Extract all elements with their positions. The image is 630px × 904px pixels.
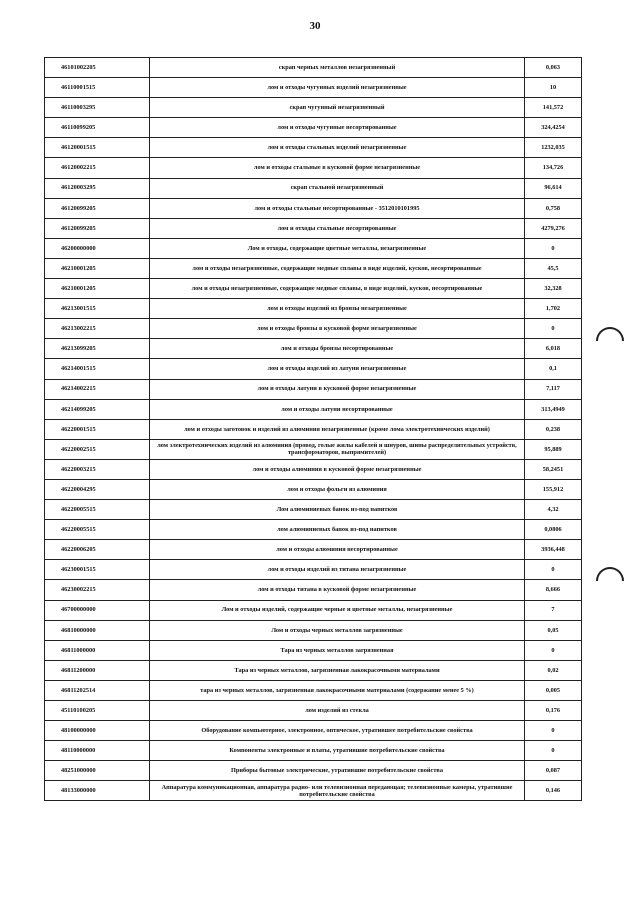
name-cell: лом и отходы алюминия в кусковой форме незагрязненные bbox=[150, 459, 525, 479]
page-number: 30 bbox=[309, 20, 321, 32]
name-cell: лом электротехнических изделий из алюминия (провод, голые жилы кабелей и шнуров, шины распределительных устройств, трансформаторов, выпрямителей) bbox=[150, 439, 525, 459]
value-cell: 1,702 bbox=[525, 299, 582, 319]
waste-table bbox=[44, 57, 582, 801]
code-cell: 48251000000 bbox=[45, 761, 150, 781]
table-row bbox=[45, 379, 582, 399]
table-row bbox=[45, 78, 582, 98]
code-cell: 46810000000 bbox=[45, 620, 150, 640]
code-cell: 46120002215 bbox=[45, 158, 150, 178]
code-cell: 46110099205 bbox=[45, 118, 150, 138]
name-cell: Оборудование компьютерное, электронное, оптическое, утратившее потребительские свойства bbox=[150, 721, 525, 741]
margin-arc-mark bbox=[596, 567, 624, 581]
table-row bbox=[45, 399, 582, 419]
value-cell: 58,2451 bbox=[525, 459, 582, 479]
name-cell: лом и отходы стальные в кусковой форме незагрязненные bbox=[150, 158, 525, 178]
code-cell: 46811200000 bbox=[45, 660, 150, 680]
table-row bbox=[45, 479, 582, 499]
table-row bbox=[45, 520, 582, 540]
code-cell: 46120099205 bbox=[45, 218, 150, 238]
table-row bbox=[45, 359, 582, 379]
name-cell: Тара из черных металлов, загрязненная лакокрасочными материалами bbox=[150, 660, 525, 680]
value-cell: 45,5 bbox=[525, 258, 582, 278]
value-cell: 7 bbox=[525, 600, 582, 620]
name-cell: лом и отходы бронзы несортированные bbox=[150, 339, 525, 359]
table-row bbox=[45, 218, 582, 238]
value-cell: 0,05 bbox=[525, 620, 582, 640]
table-row bbox=[45, 500, 582, 520]
value-cell: 6,018 bbox=[525, 339, 582, 359]
code-cell: 48100000000 bbox=[45, 721, 150, 741]
name-cell: лом и отходы стальные несортированные - 3512010101995 bbox=[150, 198, 525, 218]
table-row bbox=[45, 158, 582, 178]
code-cell: 46220001515 bbox=[45, 419, 150, 439]
value-cell: 0,005 bbox=[525, 680, 582, 700]
table-row bbox=[45, 439, 582, 459]
code-cell: 46700000000 bbox=[45, 600, 150, 620]
value-cell: 1232,035 bbox=[525, 138, 582, 158]
code-cell: 46200000000 bbox=[45, 238, 150, 258]
value-cell: 3936,448 bbox=[525, 540, 582, 560]
name-cell: лом алюминиевых банок из-под напитков bbox=[150, 520, 525, 540]
code-cell: 46811202514 bbox=[45, 680, 150, 700]
value-cell: 0,087 bbox=[525, 761, 582, 781]
name-cell: лом и отходы заготовок и изделий из алюминия незагрязненные (кроме лома электротехнических изделий) bbox=[150, 419, 525, 439]
name-cell: Аппаратура коммуникационная, аппаратура радио- или телевизионная передающая; телевизионные камеры, утратившие потребительские свойства bbox=[150, 781, 525, 801]
code-cell: 46214002215 bbox=[45, 379, 150, 399]
value-cell: 0 bbox=[525, 560, 582, 580]
margin-arc-mark bbox=[596, 327, 624, 341]
code-cell: 48133000000 bbox=[45, 781, 150, 801]
value-cell: 0 bbox=[525, 319, 582, 339]
value-cell: 0 bbox=[525, 741, 582, 761]
table-row bbox=[45, 540, 582, 560]
table-row bbox=[45, 118, 582, 138]
code-cell: 46120099205 bbox=[45, 198, 150, 218]
name-cell: Компоненты электронные и платы, утратившие потребительские свойства bbox=[150, 741, 525, 761]
code-cell: 46220005515 bbox=[45, 500, 150, 520]
value-cell: 10 bbox=[525, 78, 582, 98]
code-cell: 46220003215 bbox=[45, 459, 150, 479]
table-row bbox=[45, 279, 582, 299]
code-cell: 46220002515 bbox=[45, 439, 150, 459]
code-cell: 46220005515 bbox=[45, 520, 150, 540]
table-row bbox=[45, 459, 582, 479]
code-cell: 46120001515 bbox=[45, 138, 150, 158]
value-cell: 0 bbox=[525, 721, 582, 741]
table-row bbox=[45, 600, 582, 620]
table-row bbox=[45, 299, 582, 319]
code-cell: 46210001205 bbox=[45, 258, 150, 278]
code-cell: 46213001515 bbox=[45, 299, 150, 319]
name-cell: Лом алюминиевых банок из-под напитков bbox=[150, 500, 525, 520]
name-cell: лом и отходы незагрязненные, содержащие медные сплавы, в виде изделий, кусков, несортированные bbox=[150, 279, 525, 299]
table-row bbox=[45, 781, 582, 801]
table-row bbox=[45, 258, 582, 278]
value-cell: 0 bbox=[525, 238, 582, 258]
value-cell: 0,02 bbox=[525, 660, 582, 680]
code-cell: 46120003295 bbox=[45, 178, 150, 198]
value-cell: 134,726 bbox=[525, 158, 582, 178]
table-row bbox=[45, 580, 582, 600]
name-cell: лом и отходы титана в кусковой форме незагрязненные bbox=[150, 580, 525, 600]
value-cell: 96,614 bbox=[525, 178, 582, 198]
name-cell: лом изделий из стекла bbox=[150, 701, 525, 721]
table-row bbox=[45, 560, 582, 580]
name-cell: тара из черных металлов, загрязненная лакокрасочными материалами (содержание менее 5 %) bbox=[150, 680, 525, 700]
name-cell: лом и отходы изделий из латуни незагрязненные bbox=[150, 359, 525, 379]
code-cell: 46213002215 bbox=[45, 319, 150, 339]
table-row bbox=[45, 640, 582, 660]
code-cell: 46214099205 bbox=[45, 399, 150, 419]
value-cell: 7,117 bbox=[525, 379, 582, 399]
table-row bbox=[45, 680, 582, 700]
code-cell: 46110003295 bbox=[45, 98, 150, 118]
code-cell: 46220004295 bbox=[45, 479, 150, 499]
value-cell: 0,758 bbox=[525, 198, 582, 218]
name-cell: лом и отходы незагрязненные, содержащие медные сплавы в виде изделий, кусков, несортированные bbox=[150, 258, 525, 278]
table-row bbox=[45, 58, 582, 78]
value-cell: 141,572 bbox=[525, 98, 582, 118]
name-cell: лом и отходы чугунных изделий незагрязненные bbox=[150, 78, 525, 98]
code-cell: 46214001515 bbox=[45, 359, 150, 379]
value-cell: 324,4254 bbox=[525, 118, 582, 138]
name-cell: Тара из черных металлов загрязненная bbox=[150, 640, 525, 660]
table-row bbox=[45, 198, 582, 218]
name-cell: лом и отходы изделий из титана незагрязненные bbox=[150, 560, 525, 580]
value-cell: 32,328 bbox=[525, 279, 582, 299]
code-cell: 46220006205 bbox=[45, 540, 150, 560]
name-cell: скрап черных металлов незагрязненный bbox=[150, 58, 525, 78]
table-row bbox=[45, 238, 582, 258]
value-cell: 0 bbox=[525, 640, 582, 660]
name-cell: лом и отходы чугунные несортированные bbox=[150, 118, 525, 138]
table-row bbox=[45, 98, 582, 118]
table-row bbox=[45, 761, 582, 781]
table-row bbox=[45, 741, 582, 761]
table-row bbox=[45, 419, 582, 439]
name-cell: лом и отходы латуни несортированные bbox=[150, 399, 525, 419]
table-row bbox=[45, 138, 582, 158]
name-cell: Лом и отходы черных металлов загрязненные bbox=[150, 620, 525, 640]
name-cell: лом и отходы стальных изделий незагрязненные bbox=[150, 138, 525, 158]
value-cell: 0,1 bbox=[525, 359, 582, 379]
value-cell: 0,238 bbox=[525, 419, 582, 439]
waste-table-body bbox=[45, 58, 582, 801]
name-cell: лом и отходы алюминия несортированные bbox=[150, 540, 525, 560]
name-cell: Лом и отходы изделий, содержащие черные и цветные металлы, незагрязненные bbox=[150, 600, 525, 620]
value-cell: 0,146 bbox=[525, 781, 582, 801]
code-cell: 46213099205 bbox=[45, 339, 150, 359]
code-cell: 48110000000 bbox=[45, 741, 150, 761]
name-cell: лом и отходы стальные несортированные bbox=[150, 218, 525, 238]
table-row bbox=[45, 701, 582, 721]
value-cell: 313,4949 bbox=[525, 399, 582, 419]
value-cell: 8,666 bbox=[525, 580, 582, 600]
name-cell: скрап чугунный незагрязненный bbox=[150, 98, 525, 118]
name-cell: Лом и отходы, содержащие цветные металлы, незагрязненные bbox=[150, 238, 525, 258]
name-cell: скрап стальной незагрязненный bbox=[150, 178, 525, 198]
code-cell: 46811000000 bbox=[45, 640, 150, 660]
name-cell: лом и отходы изделий из бронзы незагрязненные bbox=[150, 299, 525, 319]
code-cell: 46101002205 bbox=[45, 58, 150, 78]
name-cell: лом и отходы фольги из алюминия bbox=[150, 479, 525, 499]
table-row bbox=[45, 319, 582, 339]
code-cell: 46230002215 bbox=[45, 580, 150, 600]
table-row bbox=[45, 660, 582, 680]
code-cell: 46230001515 bbox=[45, 560, 150, 580]
code-cell: 45110100205 bbox=[45, 701, 150, 721]
value-cell: 4279,276 bbox=[525, 218, 582, 238]
code-cell: 46210001205 bbox=[45, 279, 150, 299]
table-row bbox=[45, 620, 582, 640]
value-cell: 0,176 bbox=[525, 701, 582, 721]
value-cell: 0,0806 bbox=[525, 520, 582, 540]
value-cell: 155,912 bbox=[525, 479, 582, 499]
table-row bbox=[45, 178, 582, 198]
value-cell: 95,889 bbox=[525, 439, 582, 459]
value-cell: 4,32 bbox=[525, 500, 582, 520]
table-row bbox=[45, 721, 582, 741]
name-cell: лом и отходы латуни в кусковой форме незагрязненные bbox=[150, 379, 525, 399]
name-cell: лом и отходы бронзы в кусковой форме незагрязненные bbox=[150, 319, 525, 339]
table-row bbox=[45, 339, 582, 359]
code-cell: 46110001515 bbox=[45, 78, 150, 98]
value-cell: 0,063 bbox=[525, 58, 582, 78]
name-cell: Приборы бытовые электрические, утратившие потребительские свойства bbox=[150, 761, 525, 781]
